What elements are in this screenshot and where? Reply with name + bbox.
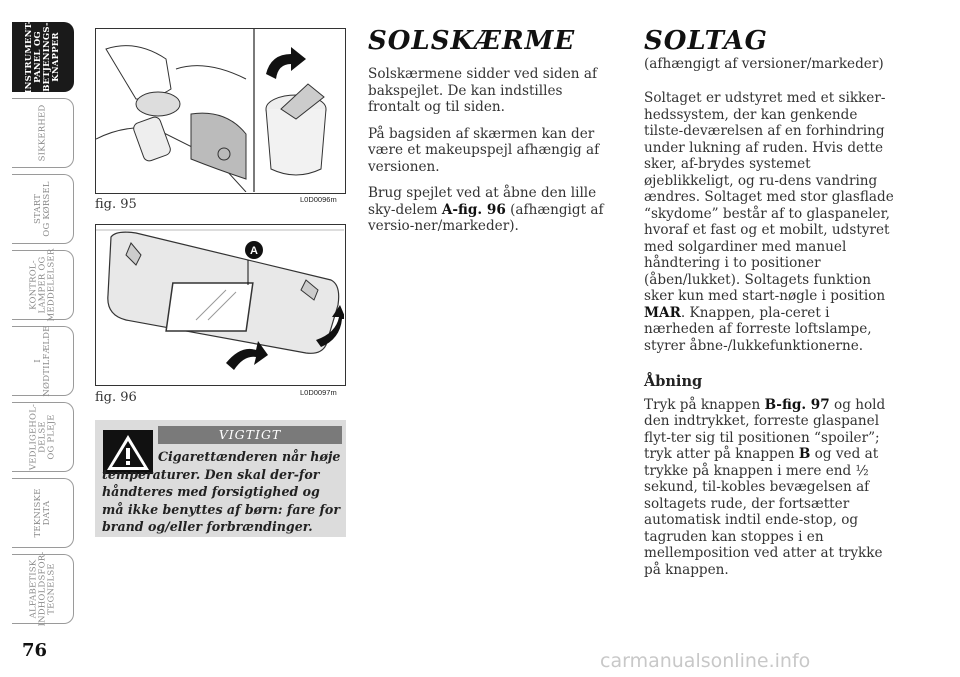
tab-instrumentpanel[interactable] xyxy=(12,22,74,92)
solskaerme-title: SOLSKÆRME xyxy=(368,26,576,56)
tab-label: I NØDTILFÆLDE xyxy=(32,325,52,397)
tab-nodtilfaelde[interactable] xyxy=(12,326,74,396)
sun-visor-illustration xyxy=(96,225,344,384)
watermark: carmanualsonline.info xyxy=(600,650,811,672)
solskaerme-paragraph-3 xyxy=(368,185,616,235)
soltag-text xyxy=(644,90,896,588)
text-run: Tryk på knappen xyxy=(644,396,765,413)
marker-a-label: A xyxy=(250,245,258,257)
figure-95-cigarette-lighter xyxy=(95,28,346,194)
button-reference: B xyxy=(798,446,811,462)
page-number: 76 xyxy=(22,640,48,661)
figure-reference: A-fig. 96 xyxy=(441,201,506,218)
figure-96-caption: fig. 96 xyxy=(95,390,137,405)
tab-label: START OG KØRSEL xyxy=(32,181,52,237)
text-run: (afhængigt af versio-ner/markeder). xyxy=(368,201,604,234)
soltag-title: SOLTAG xyxy=(644,26,768,56)
tab-label: INSTRUMENT- PANEL OG BETJENINGS- KNAPPER xyxy=(23,20,61,94)
figure-96-code: L0D0097m xyxy=(300,388,337,397)
soltag-paragraph-1 xyxy=(644,90,896,354)
tab-indholdsfortegnelse[interactable] xyxy=(12,551,74,627)
tab-label: ALFABETISK INDHOLDSFOR- TEGNELSE xyxy=(28,551,56,627)
text-run: . Knappen, pla-ceret i nærheden af forreste loftslampe, styrer åbne-/lukkefunktionerne. xyxy=(644,304,872,354)
tab-label: SIKKERHED xyxy=(37,104,47,162)
solskaerme-text xyxy=(368,66,616,245)
tab-label: TEKNISKE DATA xyxy=(32,488,52,538)
tab-label: KONTROL- LAMPER OG MEDDELELSER xyxy=(28,248,56,322)
warning-title: VIGTIGT xyxy=(158,426,342,444)
warning-text xyxy=(102,448,342,536)
key-position: MAR xyxy=(644,304,681,321)
tab-kontrollamper[interactable] xyxy=(12,250,74,320)
text-run: Brug spejlet ved at åbne den lille sky-delem xyxy=(368,185,597,218)
figure-96-sun-visor xyxy=(95,224,346,386)
aabning-heading: Åbning xyxy=(644,373,703,390)
tab-label: VEDLIGEHOL- DELSE OG PLEJE xyxy=(28,403,56,471)
cigarette-lighter-illustration xyxy=(96,29,344,192)
tab-start-korsel[interactable] xyxy=(12,174,74,244)
soltag-subtitle: (afhængigt af versioner/markeder) xyxy=(644,56,884,72)
tab-vedligeholdelse[interactable] xyxy=(12,402,74,472)
section-tabs xyxy=(12,22,74,630)
text-run: Soltaget er udstyret med et sikker-hedssystem, der kan genkende tilste-deværelsen af en forhindring under lukning af ruden. Hvis dette sker, af-brydes systemet øjeblikkeligt, og ru-dens vandring ændres. Soltaget med stor glasflade “skydome” består af to glaspaneler, hvoraf et fast og et mobilt, udstyret med solgardiner med manuel håndtering i to positioner (åben/lukket). Soltagets funktion sker kun med start-nøgle i position xyxy=(644,90,894,304)
text-run: og ved at trykke på knappen i mere end ½ sekund, til-kobles bevægelsen af soltagets rude, der fortsætter automatisk indtil ende-stop, og tagruden kan stoppes i en mellemposition ved atter at trykke på knappen. xyxy=(644,446,883,578)
tab-tekniske-data[interactable] xyxy=(12,478,74,548)
text-run: og hold den indtrykket, forreste glaspanel flyt-ter sig til positionen “spoiler”; tryk atter på knappen xyxy=(644,396,886,462)
figure-95-caption: fig. 95 xyxy=(95,197,137,212)
solskaerme-paragraph-2: På bagsiden af skærmen kan der være et makeupspejl afhængig af versionen. xyxy=(368,125,600,175)
figure-reference: B-fig. 97 xyxy=(764,396,830,413)
tab-sikkerhed[interactable] xyxy=(12,98,74,168)
solskaerme-paragraph-1: Solskærmene sidder ved siden af bakspejlet. De kan indstilles frontalt og til siden. xyxy=(368,66,598,115)
figure-95-code: L0D0096m xyxy=(300,195,337,204)
soltag-paragraph-2 xyxy=(644,397,896,579)
warning-body: Cigarettænderen når høje temperaturer. Den skal der-for håndteres med forsigtighed og må ikke benyttes af børn: fare for brand og/eller forbrændinger. xyxy=(102,449,341,534)
